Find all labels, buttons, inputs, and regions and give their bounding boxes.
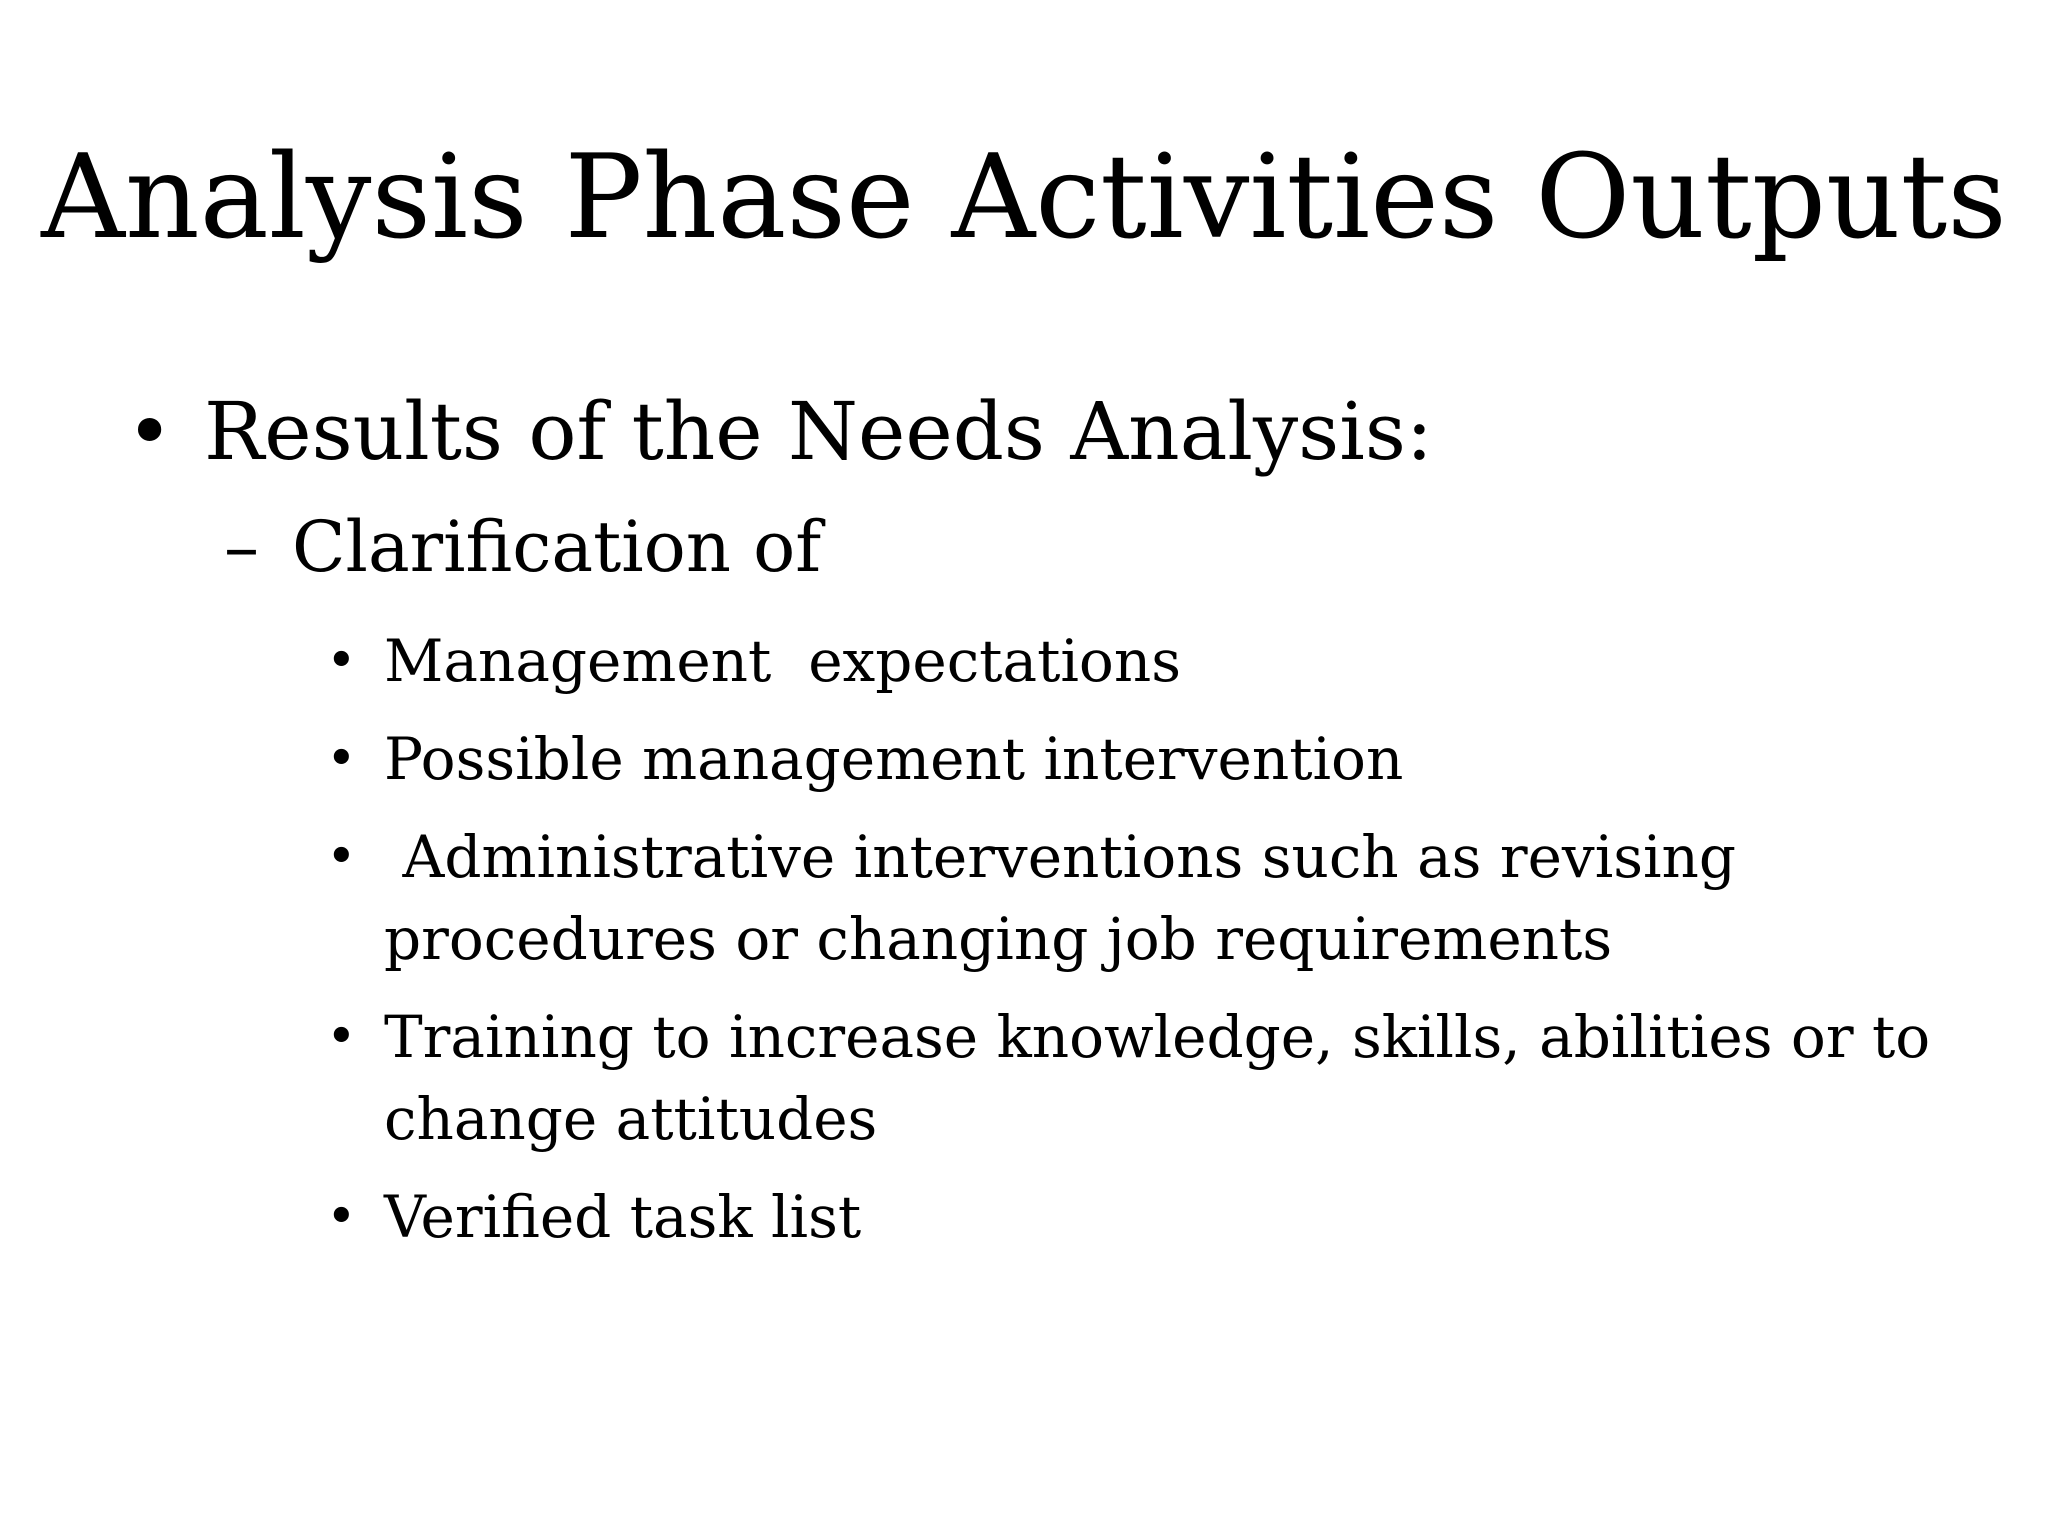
list-item-text: Management expectations: [384, 627, 1181, 695]
bullet-dot-icon: •: [326, 729, 357, 789]
bullet-level1-text: Results of the Needs Analysis:: [204, 385, 1433, 478]
list-item: [326, 620, 1946, 702]
list-item: [326, 1176, 1946, 1258]
list-item-text: Administrative interventions such as revising procedures or changing job requirements: [384, 823, 1755, 973]
list-item: [326, 996, 1949, 1160]
bullet-dot-icon: •: [326, 631, 357, 691]
list-item: [326, 816, 1946, 980]
list-item-text: Possible management intervention: [384, 725, 1404, 793]
bullet-dot-icon: •: [326, 1187, 357, 1247]
list-item-text: Training to increase knowledge, skills, abilities or to change attitudes: [384, 1003, 1949, 1153]
bullet-dot-icon: •: [126, 385, 174, 478]
bullet-level2-text: Clarification of: [292, 506, 822, 588]
list-item: [326, 718, 1946, 800]
list-item-text: Verified task list: [384, 1183, 862, 1251]
slide-title: Analysis Phase Activities Outputs: [41, 130, 2007, 265]
dash-icon: –: [224, 506, 259, 588]
bullet-dot-icon: •: [326, 1007, 357, 1067]
bullet-dot-icon: •: [326, 827, 357, 887]
bullet-level3-list: [326, 620, 1949, 1274]
